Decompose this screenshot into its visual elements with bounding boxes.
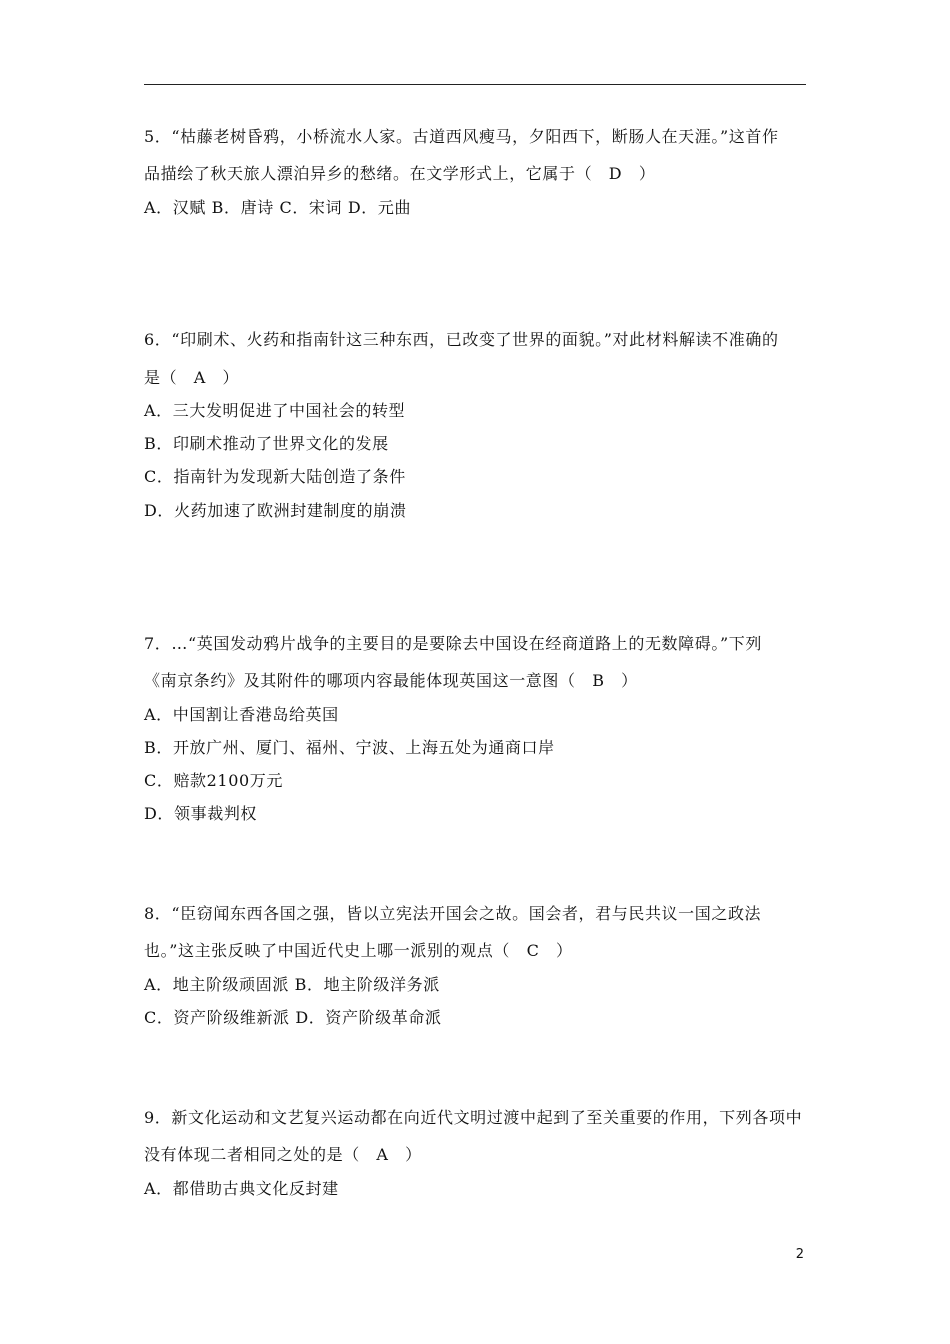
question-7-option-a: A．中国割让香港岛给英国 bbox=[144, 705, 339, 724]
question-9-stem-line-2: 没有体现二者相同之处的是（ A ） bbox=[144, 1145, 422, 1164]
question-7-option-b: B．开放广州、厦门、福州、宁波、上海五处为通商口岸 bbox=[144, 738, 555, 757]
question-7-stem-line-2: 《南京条约》及其附件的哪项内容最能体现英国这一意图（ B ） bbox=[144, 671, 638, 690]
question-6-option-a: A．三大发明促进了中国社会的转型 bbox=[144, 401, 406, 420]
question-6-option-b: B．印刷术推动了世界文化的发展 bbox=[144, 434, 389, 453]
question-5-stem-line-1: 5．“枯藤老树昏鸦，小桥流水人家。古道西风瘦马，夕阳西下，断肠人在天涯。”这首作 bbox=[144, 127, 779, 146]
header-rule bbox=[144, 84, 806, 85]
question-6-stem-line-1: 6．“印刷术、火药和指南针这三种东西，已改变了世界的面貌。”对此材料解读不准确的 bbox=[144, 330, 779, 349]
page-number: 2 bbox=[795, 1247, 804, 1262]
question-9-option-a: A．都借助古典文化反封建 bbox=[144, 1179, 339, 1198]
question-8-options-row-1: A．地主阶级顽固派 B．地主阶级洋务派 bbox=[144, 975, 440, 994]
question-7-option-c: C．赔款2100万元 bbox=[144, 771, 283, 790]
question-8-options-row-2: C．资产阶级维新派 D．资产阶级革命派 bbox=[144, 1008, 442, 1027]
question-8-stem-line-2: 也。”这主张反映了中国近代史上哪一派别的观点（ C ） bbox=[144, 941, 573, 960]
question-7-stem-line-1: 7．…“英国发动鸦片战争的主要目的是要除去中国设在经商道路上的无数障碍。”下列 bbox=[144, 634, 762, 653]
question-7-option-d: D．领事裁判权 bbox=[144, 804, 258, 823]
question-5-options: A．汉赋 B．唐诗 C．宋词 D．元曲 bbox=[144, 198, 412, 217]
question-6-option-d: D．火药加速了欧洲封建制度的崩溃 bbox=[144, 501, 407, 520]
question-6-stem-line-2: 是（ A ） bbox=[144, 368, 240, 387]
question-9-stem-line-1: 9．新文化运动和文艺复兴运动都在向近代文明过渡中起到了至关重要的作用，下列各项中 bbox=[144, 1108, 803, 1127]
question-6-option-c: C．指南针为发现新大陆创造了条件 bbox=[144, 467, 406, 486]
question-5-stem-line-2: 品描绘了秋天旅人漂泊异乡的愁绪。在文学形式上，它属于（ D ） bbox=[144, 164, 656, 183]
question-8-stem-line-1: 8．“臣窃闻东西各国之强，皆以立宪法开国会之故。国会者，君与民共议一国之政法 bbox=[144, 904, 762, 923]
